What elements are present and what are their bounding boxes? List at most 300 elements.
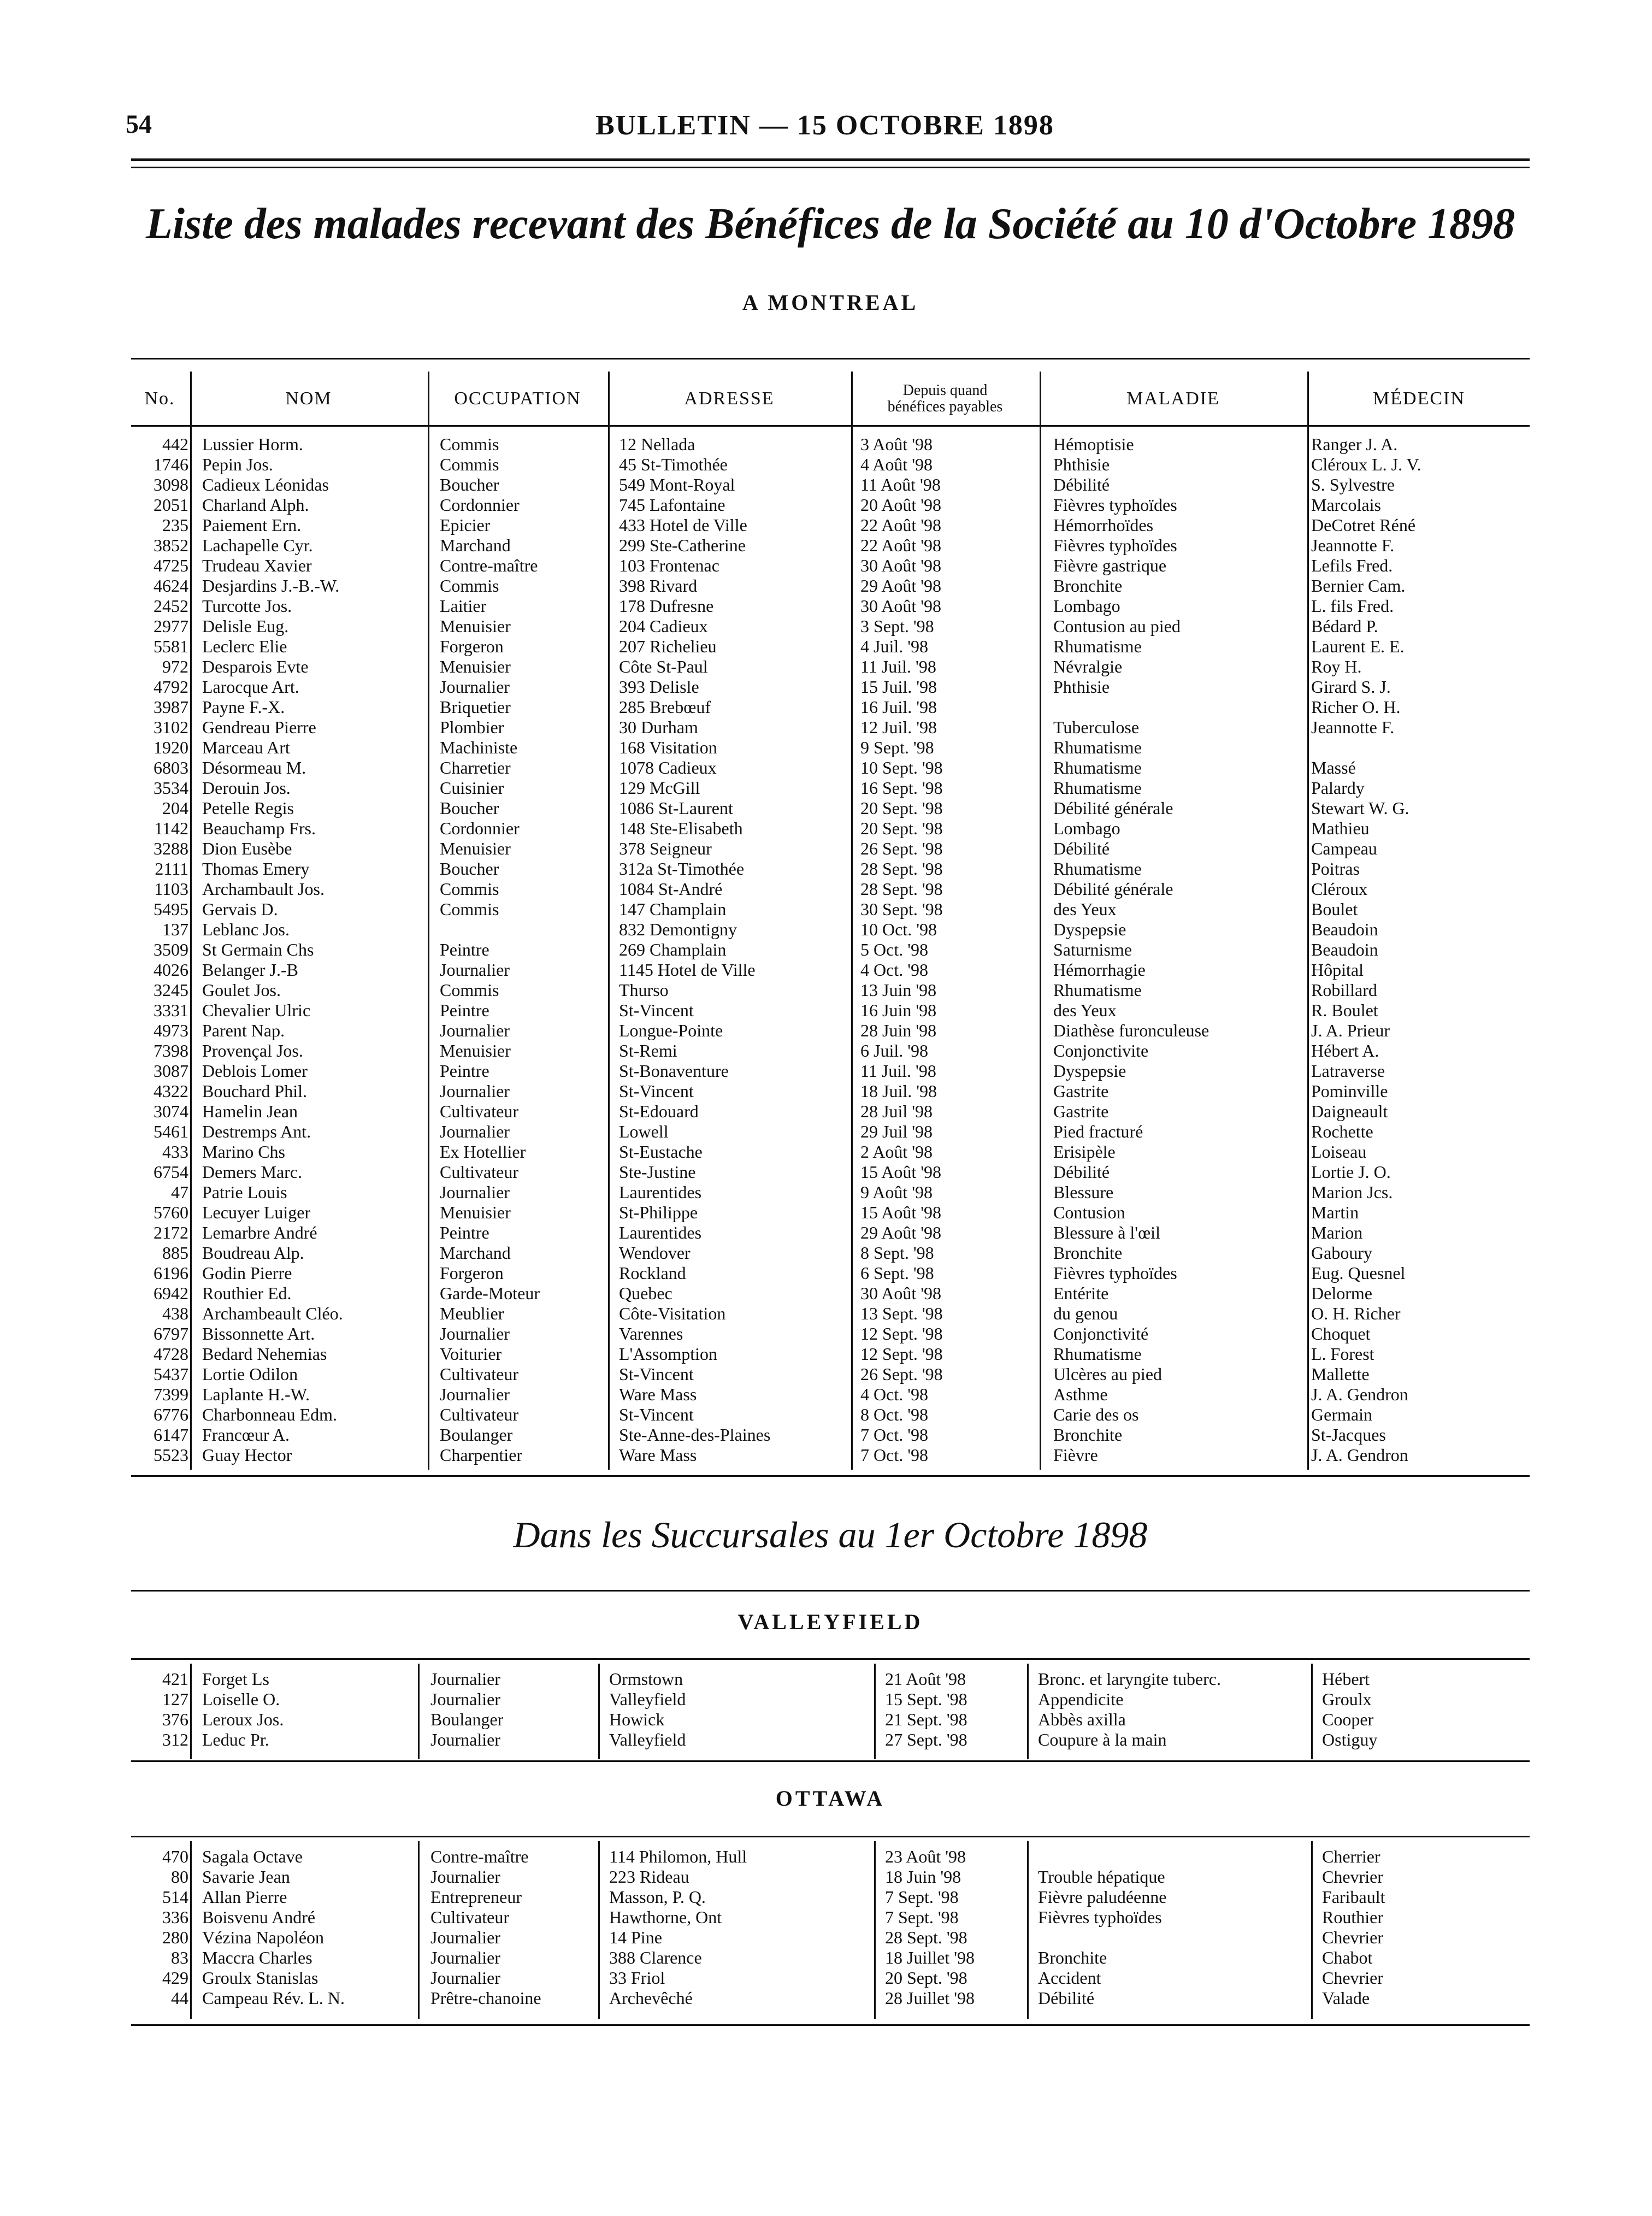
cell-name: Provençal Jos. xyxy=(202,1041,303,1060)
table-row xyxy=(131,1968,1530,1988)
table-row xyxy=(131,636,1530,657)
cell-name: Archambault Jos. xyxy=(202,879,324,899)
table-row xyxy=(131,1223,1530,1243)
cell-occupation: Journalier xyxy=(430,1867,500,1887)
cell-address: St-Vincent xyxy=(619,1405,694,1424)
cell-illness: Bronchite xyxy=(1038,1948,1107,1967)
cell-occupation: Commis xyxy=(440,899,499,919)
cell-name: Lortie Odilon xyxy=(202,1364,298,1384)
cell-occupation: Menuisier xyxy=(440,616,511,636)
cell-occupation: Commis xyxy=(440,879,499,899)
cell-address: 168 Visitation xyxy=(619,738,717,757)
cell-number: 4792 xyxy=(154,677,188,697)
table-row xyxy=(131,1730,1530,1750)
cell-doctor: Ranger J. A. xyxy=(1311,434,1398,454)
cell-number: 4026 xyxy=(154,960,188,980)
cell-address: 178 Dufresne xyxy=(619,596,714,616)
cell-occupation: Briquetier xyxy=(440,697,511,717)
cell-name: Bissonnette Art. xyxy=(202,1324,315,1343)
cell-number: 2111 xyxy=(155,859,188,879)
cell-address: Ware Mass xyxy=(619,1384,697,1404)
cell-illness: Fièvres typhoïdes xyxy=(1053,495,1177,515)
cell-name: Allan Pierre xyxy=(202,1887,287,1907)
table-row xyxy=(131,818,1530,839)
cell-illness: Fièvres typhoïdes xyxy=(1038,1907,1162,1927)
cell-name: Payne F.-X. xyxy=(202,697,285,717)
cell-number: 7398 xyxy=(154,1041,188,1060)
cell-illness: Bronchite xyxy=(1053,1243,1123,1263)
cell-number: 885 xyxy=(162,1243,188,1263)
cell-doctor: Jeannotte F. xyxy=(1311,535,1395,555)
header-medecin: MÉDECIN xyxy=(1373,388,1465,409)
cell-since: 4 Oct. '98 xyxy=(860,1384,928,1404)
table-row xyxy=(131,1669,1530,1689)
cell-address: 312a St-Timothée xyxy=(619,859,745,879)
cell-since: 4 Oct. '98 xyxy=(860,960,928,980)
cell-doctor: Lefils Fred. xyxy=(1311,556,1393,575)
cell-address: 129 McGill xyxy=(619,778,700,798)
cell-address: 103 Frontenac xyxy=(619,556,719,575)
cell-number: 438 xyxy=(162,1304,188,1323)
cell-number: 127 xyxy=(162,1689,188,1709)
cell-name: Savarie Jean xyxy=(202,1867,290,1887)
cell-name: Vézina Napoléon xyxy=(202,1928,324,1947)
section-label-ottawa: OTTAWA xyxy=(775,1786,886,1811)
cell-occupation: Voiturier xyxy=(440,1344,502,1364)
cell-number: 235 xyxy=(162,515,188,535)
cell-since: 12 Sept. '98 xyxy=(860,1344,943,1364)
cell-name: Marceau Art xyxy=(202,738,290,757)
page-number: 54 xyxy=(126,110,152,139)
table-bottom-rule xyxy=(131,1475,1530,1477)
cell-address: St-Bonaventure xyxy=(619,1061,729,1081)
cell-address: St-Vincent xyxy=(619,1364,694,1384)
cell-name: Pepin Jos. xyxy=(202,455,273,474)
cell-name: Goulet Jos. xyxy=(202,980,281,1000)
cell-doctor: Chevrier xyxy=(1322,1867,1383,1887)
cell-number: 6147 xyxy=(154,1425,188,1445)
cell-since: 7 Sept. '98 xyxy=(885,1887,959,1907)
cell-name: Gendreau Pierre xyxy=(202,717,316,737)
table-row xyxy=(131,758,1530,778)
cell-illness: Carie des os xyxy=(1053,1405,1139,1424)
header-occupation: OCCUPATION xyxy=(454,388,581,409)
cell-name: Cadieux Léonidas xyxy=(202,475,329,494)
cell-number: 47 xyxy=(171,1182,188,1202)
table-row xyxy=(131,1061,1530,1081)
cell-doctor: Bernier Cam. xyxy=(1311,576,1406,596)
cell-name: Guay Hector xyxy=(202,1445,292,1465)
cell-illness: Rhumatisme xyxy=(1053,859,1142,879)
cell-illness: Débilité xyxy=(1038,1988,1095,2008)
cell-doctor: Latraverse xyxy=(1311,1061,1385,1081)
table-row xyxy=(131,1689,1530,1710)
cell-since: 6 Juil. '98 xyxy=(860,1041,928,1060)
cell-name: Beauchamp Frs. xyxy=(202,818,316,838)
cell-name: Groulx Stanislas xyxy=(202,1968,318,1988)
cell-number: 2172 xyxy=(154,1223,188,1242)
cell-number: 5523 xyxy=(154,1445,188,1465)
cell-occupation: Journalier xyxy=(440,960,510,980)
valleyfield-bottom-rule xyxy=(131,1760,1530,1762)
cell-illness: Fièvre gastrique xyxy=(1053,556,1167,575)
cell-number: 5495 xyxy=(154,899,188,919)
valleyfield-table xyxy=(131,1664,1530,1759)
cell-address: Ste-Justine xyxy=(619,1162,696,1182)
cell-doctor: Campeau xyxy=(1311,839,1377,858)
cell-number: 421 xyxy=(162,1669,188,1689)
cell-address: 1086 St-Laurent xyxy=(619,798,733,818)
cell-illness: Bronchite xyxy=(1053,576,1123,596)
cell-since: 13 Sept. '98 xyxy=(860,1304,943,1323)
cell-name: Forget Ls xyxy=(202,1669,269,1689)
cell-number: 2452 xyxy=(154,596,188,616)
cell-since: 16 Juil. '98 xyxy=(860,697,937,717)
header-nom: NOM xyxy=(285,388,332,409)
cell-doctor: Daigneault xyxy=(1311,1101,1388,1121)
cell-illness: Diathèse furonculeuse xyxy=(1053,1021,1210,1040)
cell-address: Quebec xyxy=(619,1283,672,1303)
cell-doctor: Martin xyxy=(1311,1203,1359,1222)
cell-doctor: L. Forest xyxy=(1311,1344,1374,1364)
cell-number: 6803 xyxy=(154,758,188,777)
valleyfield-top-rule xyxy=(131,1658,1530,1660)
cell-doctor: Marcolais xyxy=(1311,495,1381,515)
cell-address: Varennes xyxy=(619,1324,683,1343)
cell-number: 6797 xyxy=(154,1324,188,1343)
cell-address: 398 Rivard xyxy=(619,576,698,596)
cell-name: Demers Marc. xyxy=(202,1162,303,1182)
cell-number: 3852 xyxy=(154,535,188,555)
cell-doctor: Cherrier xyxy=(1322,1847,1380,1866)
cell-since: 3 Sept. '98 xyxy=(860,616,934,636)
cell-address: St-Eustache xyxy=(619,1142,703,1162)
cell-since: 12 Sept. '98 xyxy=(860,1324,943,1343)
cell-name: Deblois Lomer xyxy=(202,1061,308,1081)
cell-illness: Phthisie xyxy=(1053,455,1110,474)
header-adresse: ADRESSE xyxy=(684,388,775,409)
cell-occupation: Journalier xyxy=(440,1384,510,1404)
cell-address: 30 Durham xyxy=(619,717,698,737)
cell-illness: des Yeux xyxy=(1053,899,1117,919)
table-row xyxy=(131,717,1530,738)
cell-doctor: DeCotret Réné xyxy=(1311,515,1416,535)
cell-doctor: Faribault xyxy=(1322,1887,1385,1907)
cell-illness: Trouble hépatique xyxy=(1038,1867,1165,1887)
cell-name: Marino Chs xyxy=(202,1142,285,1162)
table-row xyxy=(131,1445,1530,1465)
cell-illness: Bronchite xyxy=(1053,1425,1123,1445)
cell-since: 20 Sept. '98 xyxy=(885,1968,967,1988)
cell-doctor: Massé xyxy=(1311,758,1356,777)
table-top-rule xyxy=(131,358,1530,359)
cell-since: 11 Juil. '98 xyxy=(860,1061,936,1081)
table-row xyxy=(131,1243,1530,1263)
cell-doctor: Germain xyxy=(1311,1405,1372,1424)
cell-number: 280 xyxy=(162,1928,188,1947)
cell-name: Hamelin Jean xyxy=(202,1101,298,1121)
cell-doctor: Mathieu xyxy=(1311,818,1370,838)
table-row xyxy=(131,1847,1530,1867)
cell-occupation: Cultivateur xyxy=(440,1101,518,1121)
table-row xyxy=(131,1710,1530,1730)
cell-name: Boudreau Alp. xyxy=(202,1243,304,1263)
table-row xyxy=(131,455,1530,475)
cell-occupation: Journalier xyxy=(430,1669,500,1689)
cell-doctor: Chevrier xyxy=(1322,1968,1383,1988)
cell-occupation: Commis xyxy=(440,576,499,596)
cell-address: Valleyfield xyxy=(609,1730,686,1749)
cell-occupation: Peintre xyxy=(440,1000,489,1020)
cell-number: 1103 xyxy=(154,879,188,899)
cell-occupation: Journalier xyxy=(440,677,510,697)
cell-name: Loiselle O. xyxy=(202,1689,280,1709)
table-row xyxy=(131,940,1530,960)
cell-occupation: Journalier xyxy=(440,1324,510,1343)
cell-since: 27 Sept. '98 xyxy=(885,1730,967,1749)
cell-occupation: Journalier xyxy=(430,1948,500,1967)
cell-illness: Rhumatisme xyxy=(1053,778,1142,798)
cell-doctor: Hôpital xyxy=(1311,960,1364,980)
cell-since: 28 Juillet '98 xyxy=(885,1988,975,2008)
cell-illness: Erisipèle xyxy=(1053,1142,1116,1162)
table-row xyxy=(131,1000,1530,1021)
cell-name: Archambeault Cléo. xyxy=(202,1304,343,1323)
cell-address: 147 Champlain xyxy=(619,899,727,919)
cell-occupation: Laitier xyxy=(440,596,487,616)
cell-occupation: Journalier xyxy=(440,1122,510,1141)
montreal-table-body xyxy=(131,426,1530,1470)
cell-illness: Rhumatisme xyxy=(1053,636,1142,656)
cell-name: Leduc Pr. xyxy=(202,1730,269,1749)
cell-name: Francœur A. xyxy=(202,1425,290,1445)
cell-since: 15 Juil. '98 xyxy=(860,677,937,697)
cell-address: St-Vincent xyxy=(619,1000,694,1020)
cell-address: 45 St-Timothée xyxy=(619,455,728,474)
cell-name: Dion Eusèbe xyxy=(202,839,292,858)
cell-occupation: Marchand xyxy=(440,535,511,555)
cell-address: 12 Nellada xyxy=(619,434,695,454)
cell-occupation: Journalier xyxy=(430,1730,500,1749)
table-row xyxy=(131,1907,1530,1928)
cell-illness: Blessure xyxy=(1053,1182,1114,1202)
cell-since: 13 Juin '98 xyxy=(860,980,937,1000)
cell-occupation: Commis xyxy=(440,980,499,1000)
cell-illness: Tuberculose xyxy=(1053,717,1140,737)
cell-illness: Pied fracturé xyxy=(1053,1122,1143,1141)
cell-doctor: Chevrier xyxy=(1322,1928,1383,1947)
cell-occupation: Peintre xyxy=(440,940,489,959)
cell-address: 114 Philomon, Hull xyxy=(609,1847,747,1866)
cell-illness: Saturnisme xyxy=(1053,940,1132,959)
cell-since: 28 Sept. '98 xyxy=(885,1928,967,1947)
cell-doctor: R. Boulet xyxy=(1311,1000,1378,1020)
cell-address: 1084 St-André xyxy=(619,879,723,899)
cell-name: Gervais D. xyxy=(202,899,278,919)
cell-occupation: Menuisier xyxy=(440,1203,511,1222)
succursales-rule xyxy=(131,1590,1530,1592)
cell-address: 299 Ste-Catherine xyxy=(619,535,746,555)
cell-number: 3288 xyxy=(154,839,188,858)
table-row xyxy=(131,495,1530,515)
cell-doctor: S. Sylvestre xyxy=(1311,475,1395,494)
cell-address: 393 Delisle xyxy=(619,677,699,697)
table-row xyxy=(131,798,1530,818)
cell-since: 18 Juin '98 xyxy=(885,1867,961,1887)
cell-illness: Lombago xyxy=(1053,818,1120,838)
cell-since: 29 Août '98 xyxy=(860,1223,941,1242)
cell-illness: Débilité générale xyxy=(1053,879,1173,899)
cell-illness: Hémoptisie xyxy=(1053,434,1134,454)
cell-address: L'Assomption xyxy=(619,1344,717,1364)
cell-number: 433 xyxy=(162,1142,188,1162)
cell-illness: Coupure à la main xyxy=(1038,1730,1167,1749)
cell-occupation: Cordonnier xyxy=(440,818,520,838)
cell-name: Lemarbre André xyxy=(202,1223,317,1242)
cell-doctor: Bédard P. xyxy=(1311,616,1378,636)
table-row xyxy=(131,1988,1530,2008)
cell-occupation: Journalier xyxy=(440,1081,510,1101)
cell-address: Ware Mass xyxy=(619,1445,697,1465)
cell-number: 5437 xyxy=(154,1364,188,1384)
cell-address: Laurentides xyxy=(619,1223,702,1242)
table-row xyxy=(131,697,1530,717)
column-divider xyxy=(1040,372,1041,426)
column-divider xyxy=(1307,372,1309,426)
cell-occupation: Forgeron xyxy=(440,636,504,656)
cell-address: Côte-Visitation xyxy=(619,1304,726,1323)
cell-address: St-Remi xyxy=(619,1041,677,1060)
cell-illness: des Yeux xyxy=(1053,1000,1117,1020)
cell-number: 2051 xyxy=(154,495,188,515)
cell-doctor: J. A. Prieur xyxy=(1311,1021,1390,1040)
cell-occupation: Peintre xyxy=(440,1223,489,1242)
cell-since: 7 Sept. '98 xyxy=(885,1907,959,1927)
cell-illness: Débilité xyxy=(1053,839,1110,858)
cell-since: 30 Sept. '98 xyxy=(860,899,943,919)
table-row xyxy=(131,1887,1530,1907)
cell-address: 148 Ste-Elisabeth xyxy=(619,818,743,838)
cell-since: 21 Août '98 xyxy=(885,1669,966,1689)
cell-illness: Fièvre xyxy=(1053,1445,1098,1465)
cell-illness: Lombago xyxy=(1053,596,1120,616)
cell-name: Charland Alph. xyxy=(202,495,309,515)
cell-doctor: Poitras xyxy=(1311,859,1360,879)
cell-since: 15 Sept. '98 xyxy=(885,1689,967,1709)
cell-doctor: J. A. Gendron xyxy=(1311,1445,1408,1465)
cell-address: 433 Hotel de Ville xyxy=(619,515,747,535)
cell-number: 204 xyxy=(162,798,188,818)
cell-since: 18 Juil. '98 xyxy=(860,1081,937,1101)
cell-illness: Asthme xyxy=(1053,1384,1108,1404)
cell-doctor: Loiseau xyxy=(1311,1142,1367,1162)
cell-doctor: Lortie J. O. xyxy=(1311,1162,1391,1182)
cell-occupation: Peintre xyxy=(440,1061,489,1081)
table-row xyxy=(131,1425,1530,1445)
cell-occupation: Garde-Moteur xyxy=(440,1283,540,1303)
table-row xyxy=(131,475,1530,495)
cell-doctor: Cléroux xyxy=(1311,879,1368,899)
table-row xyxy=(131,535,1530,556)
cell-name: Parent Nap. xyxy=(202,1021,285,1040)
cell-occupation: Cultivateur xyxy=(440,1162,518,1182)
cell-doctor: Roy H. xyxy=(1311,657,1362,676)
table-row xyxy=(131,596,1530,616)
cell-number: 3087 xyxy=(154,1061,188,1081)
ottawa-bottom-rule xyxy=(131,2024,1530,2026)
cell-illness: Débilité xyxy=(1053,475,1110,494)
cell-illness: Rhumatisme xyxy=(1053,738,1142,757)
table-row xyxy=(131,1122,1530,1142)
table-row xyxy=(131,920,1530,940)
cell-number: 6196 xyxy=(154,1263,188,1283)
cell-name: St Germain Chs xyxy=(202,940,314,959)
cell-since: 8 Oct. '98 xyxy=(860,1405,928,1424)
cell-since: 4 Août '98 xyxy=(860,455,933,474)
header-depuis xyxy=(852,372,1038,426)
cell-number: 4624 xyxy=(154,576,188,596)
cell-doctor: Gaboury xyxy=(1311,1243,1372,1263)
cell-name: Maccra Charles xyxy=(202,1948,312,1967)
cell-address: Valleyfield xyxy=(609,1689,686,1709)
table-row xyxy=(131,515,1530,535)
cell-name: Boisvenu André xyxy=(202,1907,316,1927)
cell-name: Belanger J.-B xyxy=(202,960,298,980)
cell-address: Wendover xyxy=(619,1243,691,1263)
cell-address: Thurso xyxy=(619,980,669,1000)
cell-since: 7 Oct. '98 xyxy=(860,1445,928,1465)
table-row xyxy=(131,839,1530,859)
cell-name: Leclerc Elie xyxy=(202,636,287,656)
table-row xyxy=(131,1344,1530,1364)
cell-address: Lowell xyxy=(619,1122,669,1141)
cell-since: 26 Sept. '98 xyxy=(860,1364,943,1384)
cell-since: 29 Août '98 xyxy=(860,576,941,596)
cell-number: 3102 xyxy=(154,717,188,737)
cell-occupation: Boucher xyxy=(440,475,499,494)
cell-doctor: St-Jacques xyxy=(1311,1425,1386,1445)
table-row xyxy=(131,1142,1530,1162)
cell-occupation: Menuisier xyxy=(440,1041,511,1060)
cell-number: 3098 xyxy=(154,475,188,494)
table-row xyxy=(131,899,1530,920)
cell-illness: Rhumatisme xyxy=(1053,1344,1142,1364)
table-row xyxy=(131,556,1530,576)
table-row xyxy=(131,434,1530,455)
cell-occupation: Epicier xyxy=(440,515,491,535)
cell-address: Côte St-Paul xyxy=(619,657,708,676)
cell-number: 336 xyxy=(162,1907,188,1927)
ottawa-table xyxy=(131,1841,1530,2019)
cell-occupation: Cultivateur xyxy=(440,1364,518,1384)
cell-doctor: J. A. Gendron xyxy=(1311,1384,1408,1404)
cell-doctor: Robillard xyxy=(1311,980,1377,1000)
cell-doctor: Cooper xyxy=(1322,1710,1374,1729)
cell-since: 15 Août '98 xyxy=(860,1162,941,1182)
table-row xyxy=(131,1203,1530,1223)
cell-name: Sagala Octave xyxy=(202,1847,303,1866)
cell-number: 3509 xyxy=(154,940,188,959)
cell-number: 7399 xyxy=(154,1384,188,1404)
cell-address: 14 Pine xyxy=(609,1928,662,1947)
cell-name: Désormeau M. xyxy=(202,758,306,777)
cell-since: 11 Août '98 xyxy=(860,475,941,494)
cell-address: St-Edouard xyxy=(619,1101,699,1121)
cell-illness: Gastrite xyxy=(1053,1081,1109,1101)
cell-name: Patrie Louis xyxy=(202,1182,287,1202)
cell-doctor: O. H. Richer xyxy=(1311,1304,1401,1323)
cell-number: 6942 xyxy=(154,1283,188,1303)
